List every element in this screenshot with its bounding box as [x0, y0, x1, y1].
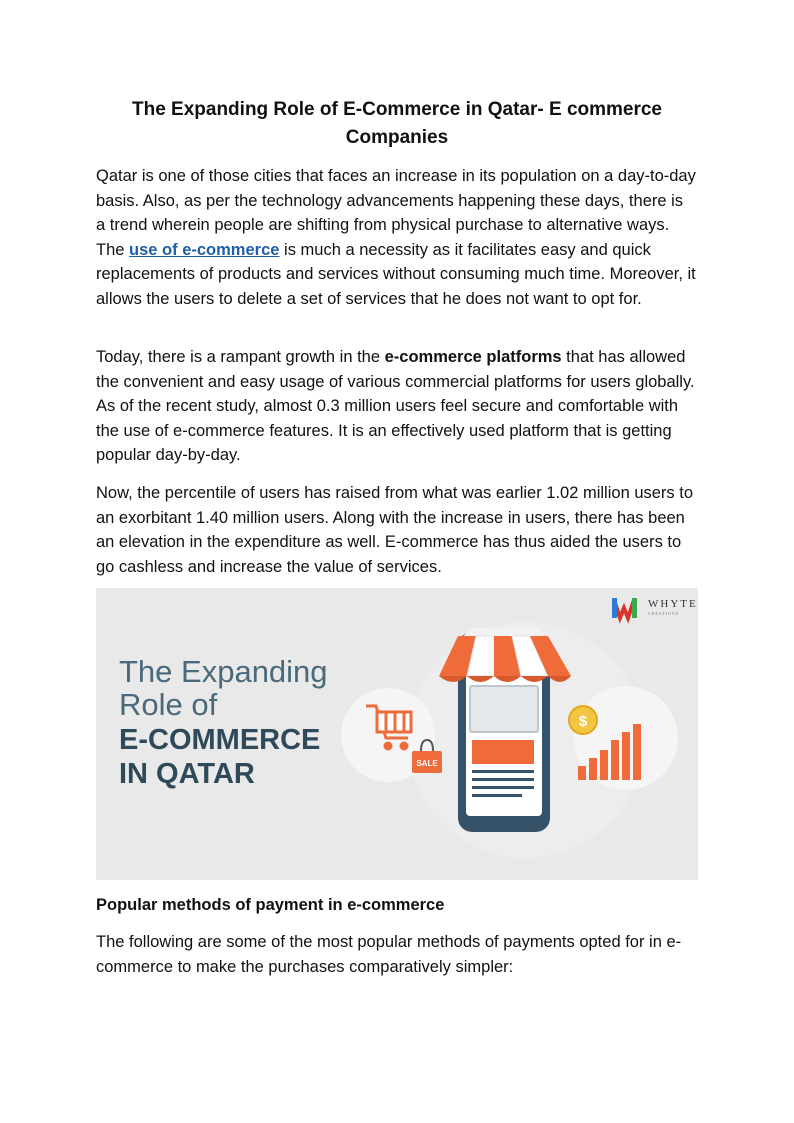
- banner-image: [96, 588, 698, 880]
- paragraph-intro: [96, 164, 696, 311]
- banner-line-4: IN QATAR: [119, 758, 255, 790]
- paragraph-growth: [96, 345, 696, 468]
- dollar-coin-icon: [569, 706, 597, 734]
- banner-line-3: E-COMMERCE: [119, 724, 321, 756]
- section-heading-payment-methods: Popular methods of payment in e-commerce: [96, 896, 445, 914]
- paragraph-payment-methods: The following are some of the most popular methods of payments opted for in e-commerce to make the purchases comparatively simpler:: [96, 933, 682, 976]
- banner-line-2: Role of: [119, 687, 218, 722]
- whyte-logo-icon: [612, 598, 637, 618]
- use-of-ecommerce-link[interactable]: use of e-commerce: [129, 240, 280, 259]
- paragraph-growth-text-2: that has allowed the convenient and easy usage of various commercial platforms for users globally. As of the recent study, almost 0.3 million users feel secure and comfortable with the use of e-commerce features. It is an effectively used platform that is getting popular day-by-day.: [96, 348, 695, 464]
- banner-line-1: The Expanding: [119, 654, 328, 689]
- sale-tag-text: SALE: [416, 759, 438, 768]
- paragraph-intro-text-1: Qatar is one of those cities that faces an increase in its population on a day-to-day basis. Also, as per the technology advancements happening these days, there is a trend wherein people are shifting from physical purchase to alternative ways. The: [96, 167, 696, 259]
- logo-subtext: CREATIONS: [648, 611, 680, 616]
- coin-symbol: $: [578, 713, 588, 730]
- whyte-logo: [642, 599, 698, 619]
- document-title: The Expanding Role of E-Commerce in Qatar- E commerce Companies: [131, 99, 662, 148]
- logo-text: WHYTE: [648, 598, 698, 610]
- paragraph-users: Now, the percentile of users has raised from what was earlier 1.02 million users to an exorbitant 1.40 million users. Along with the increase in users, there has been an elevation in the expenditure as well. E-commerce has thus aided the users to go cashless and increase the value of services.: [96, 484, 694, 576]
- paragraph-intro-text-2: is much a necessity as it facilitates easy and quick replacements of products and services without consuming much time. Moreover, it allows the users to delete a set of services that he does not want to opt for.: [96, 240, 696, 308]
- paragraph-growth-text-1: Today, there is a rampant growth in the: [96, 348, 385, 366]
- ecommerce-platforms-bold: e-commerce platforms: [384, 348, 562, 366]
